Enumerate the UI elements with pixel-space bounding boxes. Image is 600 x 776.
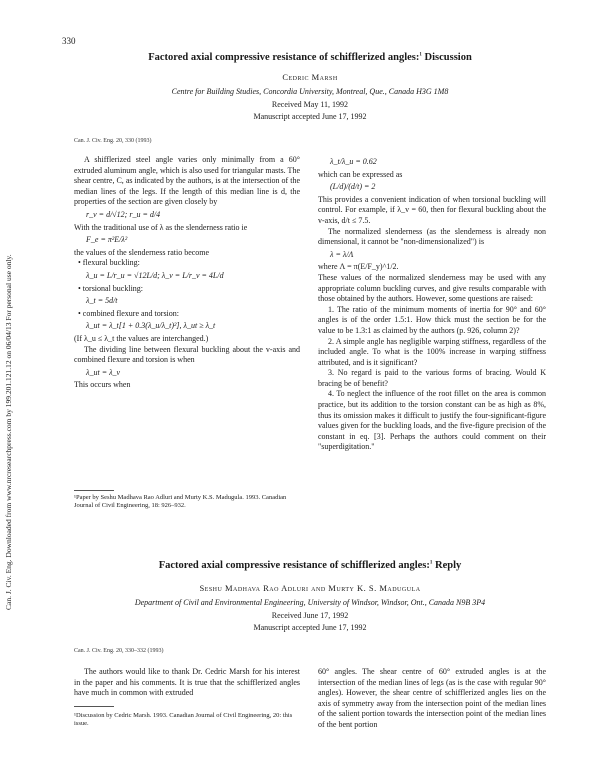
discussion-accepted: Manuscript accepted June 17, 1992 [253, 112, 367, 121]
equation-ratio-expressed: (L/d)/(d/t) = 2 [330, 182, 376, 192]
discussion-title-suffix: Discussion [424, 52, 472, 63]
discussion-para-1: A shifflerized steel angle varies only minimally from a 60° extruded aluminum angle, which is also used for triangular masts. The shear centre, C, as indicated by the authors, is at the intersection of the median lines of the legs. If the length of this median line is d, the properties of the section are given closely by [74, 155, 300, 207]
equation-flexural: λ_u = L/r_u = √12L/d; λ_v = L/r_v = 4L/d [86, 270, 224, 280]
equation-section-properties: r_v = d/√12; r_u = d/4 [86, 209, 161, 219]
right-para-3: where Λ = π(E/F_y)^1/2. [318, 262, 399, 272]
discussion-title: Factored axial compressive resistance of schifflerized angles:$^1$ Discussion [148, 52, 472, 63]
reply-title-suffix: Reply [435, 560, 462, 571]
page-number: 330 [62, 36, 76, 46]
equation-dividing-line: λ_ut = λ_v [86, 367, 121, 377]
reply-accepted: Manuscript accepted June 17, 1992 [253, 623, 367, 632]
reply-footnote: ¹Discussion by Cedric Marsh. 1993. Canadian Journal of Civil Engineering, 20: this issue. [74, 712, 293, 727]
discussion-received: Received May 11, 1992 [271, 100, 349, 109]
discussion-right-column [318, 155, 546, 453]
reply-affiliation: Department of Civil and Environmental Engineering, University of Windsor, Windsor, Ont., Canada N9B 3P4 [134, 598, 486, 607]
discussion-left-column [74, 155, 300, 391]
reply-title-text: Factored axial compressive resistance of schifflerized angles: [158, 560, 430, 571]
combined-note: (If λ_u ≤ λ_t the values are interchanged.) [74, 333, 209, 343]
question-3: 3. No regard is paid to the various forms of bracing. Would K bracing be of benefit? [318, 368, 546, 388]
footnote-rule [74, 490, 114, 491]
discussion-para-5: This occurs when [74, 380, 131, 390]
discussion-para-4: The dividing line between flexural buckling about the v-axis and combined flexure and torsion is when [74, 344, 300, 365]
bullet-torsional: • torsional buckling: [78, 283, 144, 293]
reply-authors: Seshu Madhava Rao Adluri and Murty K. S. Madugula [199, 583, 421, 593]
equation-ratio: λ_t/λ_u = 0.62 [330, 157, 377, 166]
reply-title: Factored axial compressive resistance of schifflerized angles:$^1$ Reply [158, 560, 462, 571]
equation-euler-stress: F_e = π²E/λ² [86, 235, 128, 245]
equation-combined: λ_ut = λ_t[1 + 0.3(λ_u/λ_t)²], λ_ut ≥ λ_t [86, 321, 216, 331]
equation-normalized: λ = λ/Λ [330, 249, 354, 259]
download-sidebar-text: Can. J. Civ. Eng. Downloaded from www.nrcresearchpress.com by 199.201.121.12 on 06/04/13 For personal use only. [4, 254, 13, 610]
discussion-affiliation: Centre for Building Studies, Concordia University, Montreal, Que., Canada H3G 1M8 [171, 87, 449, 96]
discussion-author: Cedric Marsh [282, 72, 338, 82]
reply-received: Received June 17, 1992 [271, 611, 349, 620]
right-para-2: The normalized slenderness (as the slenderness is already non dimensional, it cannot be "non-dimensionalized") is [318, 226, 546, 247]
right-para-1: This provides a convenient indication of when torsional buckling will control. For example, if λ_v = 60, then for flexural buckling about the v-axis, d/t ≤ 7.5. [318, 194, 546, 225]
discussion-citation: Can. J. Civ. Eng. 20, 330 (1993) [74, 138, 152, 144]
bullet-flexural: • flexural buckling: [78, 258, 140, 268]
reply-citation: Can. J. Civ. Eng. 20, 330–332 (1993) [74, 648, 164, 654]
discussion-footnote: ¹Paper by Seshu Madhava Rao Adluri and Murty K.S. Madugula. 1993. Canadian Journal of Civil Engineering, 18: 926–932. [74, 494, 287, 509]
right-intro: which can be expressed as [318, 169, 403, 179]
right-para-4: These values of the normalized slenderness may be used with any appropriate column buckling curves, and give results comparable with those obtained by the authors. However, some questions are raised: [318, 272, 546, 304]
question-1: 1. The ratio of the minimum moments of inertia for 90° and 60° angles is of the order 1.5:1. How thick must the section be for the value to be 1.3:1 as claimed by the authors (p. 926, column 2)? [318, 304, 546, 335]
question-4: 4. To neglect the influence of the root fillet on the area is common practice, but its addition to the torsion constant can be as high as 8%, thus its omission makes it difficult to justify the four-significant-figure values given for the buckling loads, and the five-figure precision of the constant in eq. [3]. Perhaps the authors could comment on their "superdigitation." [318, 389, 546, 452]
equation-torsional: λ_t = 5d/t [86, 296, 118, 306]
reply-left-column: The authors would like to thank Dr. Cedric Marsh for his interest in the paper and his comments. It is true that the schifflerized angles have much in common with extruded [74, 667, 300, 698]
discussion-title-text: Factored axial compressive resistance of schifflerized angles: [148, 52, 420, 63]
question-2: 2. A simple angle has negligible warping stiffness, regardless of the included angle. To what is the 100% increase in warping stiffness attributed, and is it significant? [318, 336, 546, 367]
bullet-combined: • combined flexure and torsion: [78, 308, 179, 318]
discussion-para-3: the values of the slenderness ratio become [74, 247, 210, 257]
reply-footnote-rule [74, 706, 114, 707]
discussion-para-2: With the traditional use of λ as the slenderness ratio ie [74, 222, 248, 232]
reply-right-column: 60° angles. The shear centre of 60° extruded angles is at the intersection of the median lines of legs (as is the case with regular 90° angles). However, the shear centre of schifflerized angles lies on the axis of symmetry away from the intersection point of the median lines of the salient portion towards the intersection point of the median lines of the bent portion [318, 667, 546, 729]
